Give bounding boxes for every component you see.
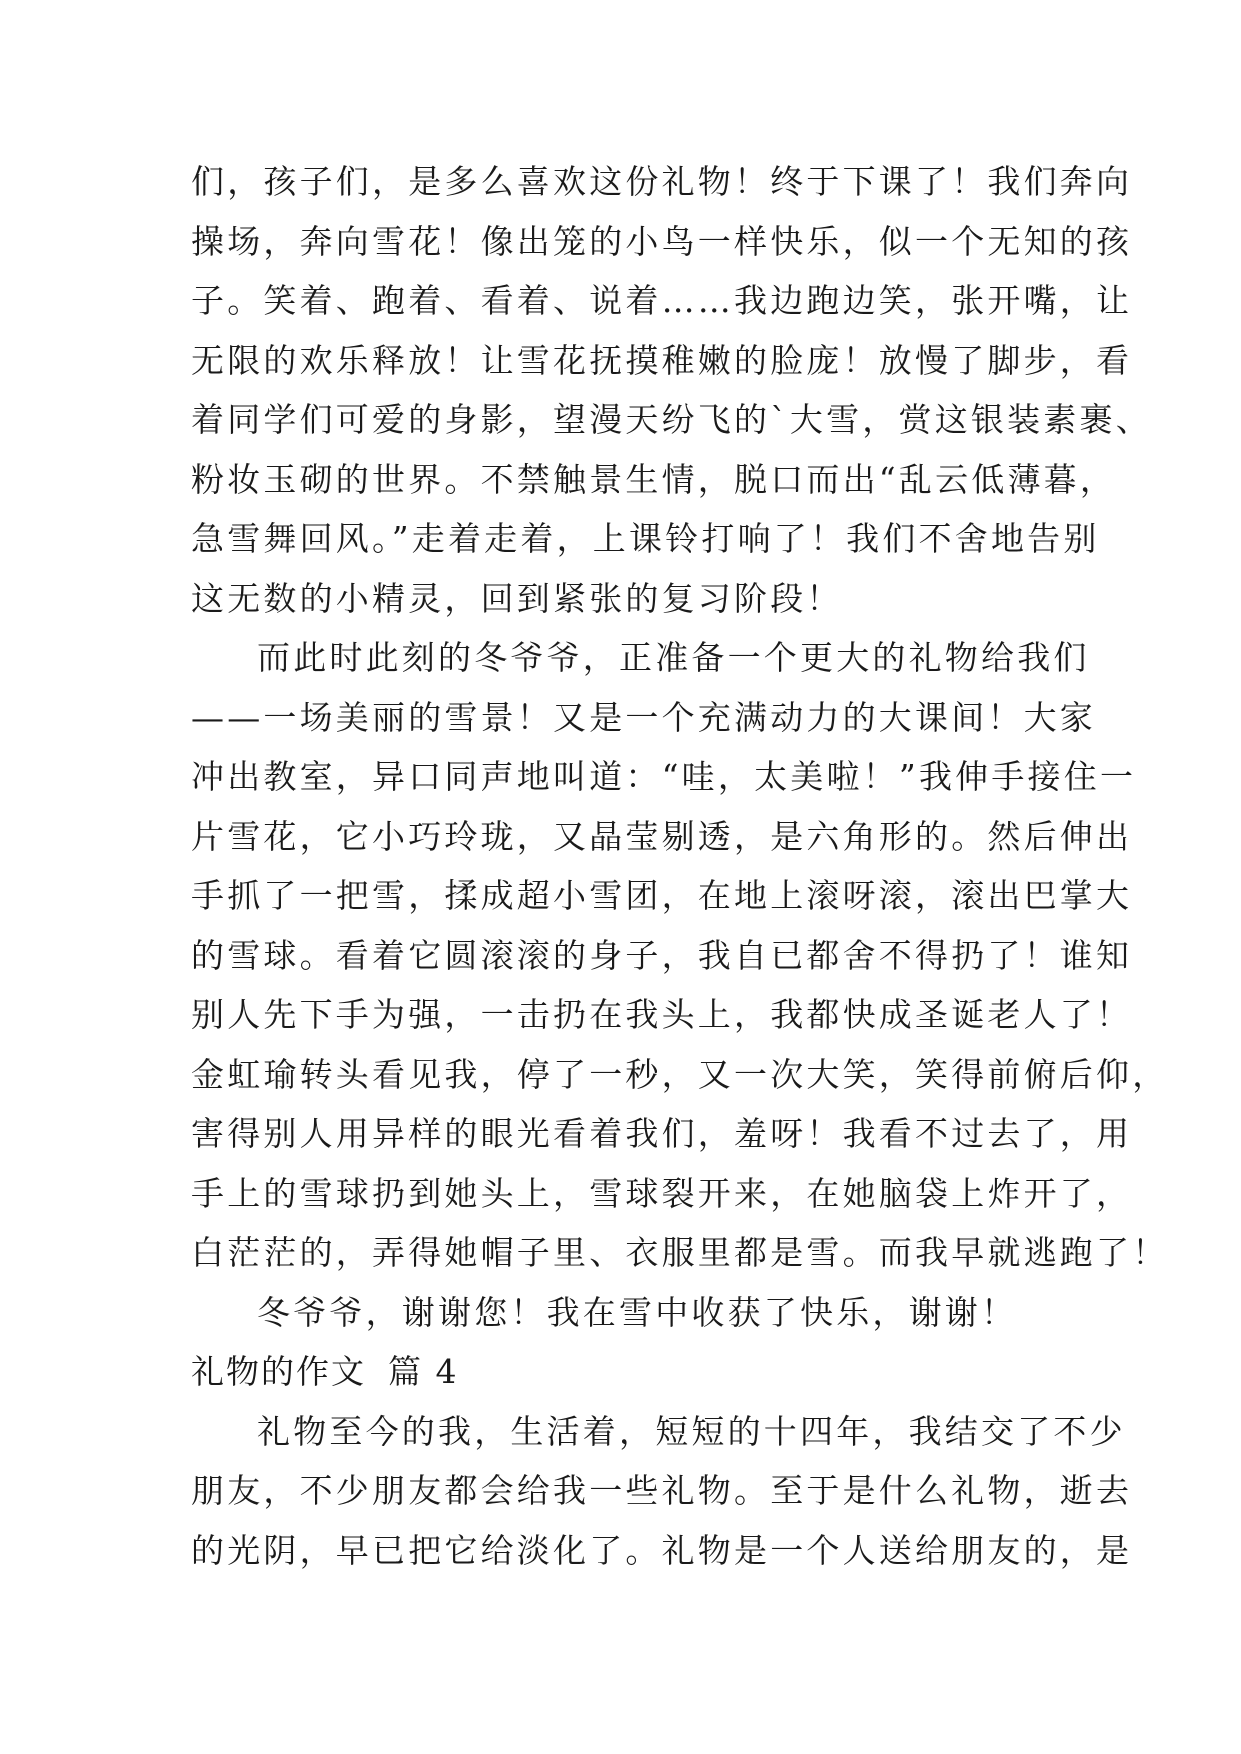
paragraph	[191, 1283, 1051, 1343]
text-line: 白茫茫的，弄得她帽子里、衣服里都是雪。而我早就逃跑了！	[191, 1233, 1169, 1272]
text-line: 着同学们可爱的身影，望漫天纷飞的`大雪，赏这银装素裹、	[191, 400, 1152, 439]
text-line: 礼物至今的我，生活着，短短的十四年，我结交了不少	[257, 1411, 1126, 1451]
text-line: 无限的欢乐释放！让雪花抚摸稚嫩的脸庞！放慢了脚步，看	[191, 340, 1133, 380]
text-line: 朋友，不少朋友都会给我一些礼物。至于是什么礼物，逝去	[191, 1471, 1133, 1510]
paragraph	[191, 152, 1152, 628]
heading-title: 礼物的作文	[191, 1352, 366, 1391]
document-body	[191, 152, 1169, 1580]
text-line: 的雪球。看着它圆滚滚的身子，我自已都舍不得扔了！谁知	[191, 935, 1133, 975]
text-line: 这无数的小精灵，回到紧张的复习阶段！	[191, 578, 843, 618]
text-line: 操场，奔向雪花！像出笼的小鸟一样快乐，似一个无知的孩	[191, 221, 1133, 261]
paragraph	[191, 1402, 1133, 1581]
text-line: 害得别人用异样的眼光看着我们，羞呀！我看不过去了，用	[191, 1114, 1133, 1153]
text-line: 金虹瑜转头看见我，停了一秒，又一次大笑，笑得前俯后仰，	[191, 1054, 1169, 1094]
text-line: ——一场美丽的雪景！又是一个充满动力的大课间！大家	[191, 697, 1096, 737]
text-line: 手抓了一把雪，揉成超小雪团，在地上滚呀滚，滚出巴掌大	[191, 876, 1133, 915]
text-line: 子。笑着、跑着、看着、说着……我边跑边笑，张开嘴，让	[191, 281, 1133, 320]
text-line: 片雪花，它小巧玲珑，又晶莹剔透，是六角形的。然后伸出	[191, 816, 1133, 856]
text-line: 们，孩子们，是多么喜欢这份礼物！终于下课了！我们奔向	[191, 162, 1133, 201]
text-line: 而此时此刻的冬爷爷，正准备一个更大的礼物给我们	[257, 638, 1090, 677]
text-line: 冲出教室，异口同声地叫道：“哇，太美啦！”我伸手接住一	[191, 757, 1137, 796]
section-heading	[191, 1342, 1051, 1402]
text-line: 急雪舞回风。”走着走着，上课铃打响了！我们不舍地告别	[191, 519, 1100, 558]
text-line: 手上的雪球扔到她头上，雪球裂开来，在她脑袋上炸开了，	[191, 1173, 1133, 1213]
text-line: 粉妆玉砌的世界。不禁触景生情，脱口而出“乱云低薄暮，	[191, 459, 1117, 499]
heading-section-number: 篇 4	[388, 1352, 459, 1391]
text-line: 冬爷爷，谢谢您！我在雪中收获了快乐，谢谢！	[257, 1292, 1018, 1332]
text-line: 的光阴，早已把它给淡化了。礼物是一个人送给朋友的，是	[191, 1530, 1133, 1570]
text-line: 别人先下手为强，一击扔在我头上，我都快成圣诞老人了！	[191, 995, 1133, 1034]
paragraph	[191, 628, 1169, 1283]
